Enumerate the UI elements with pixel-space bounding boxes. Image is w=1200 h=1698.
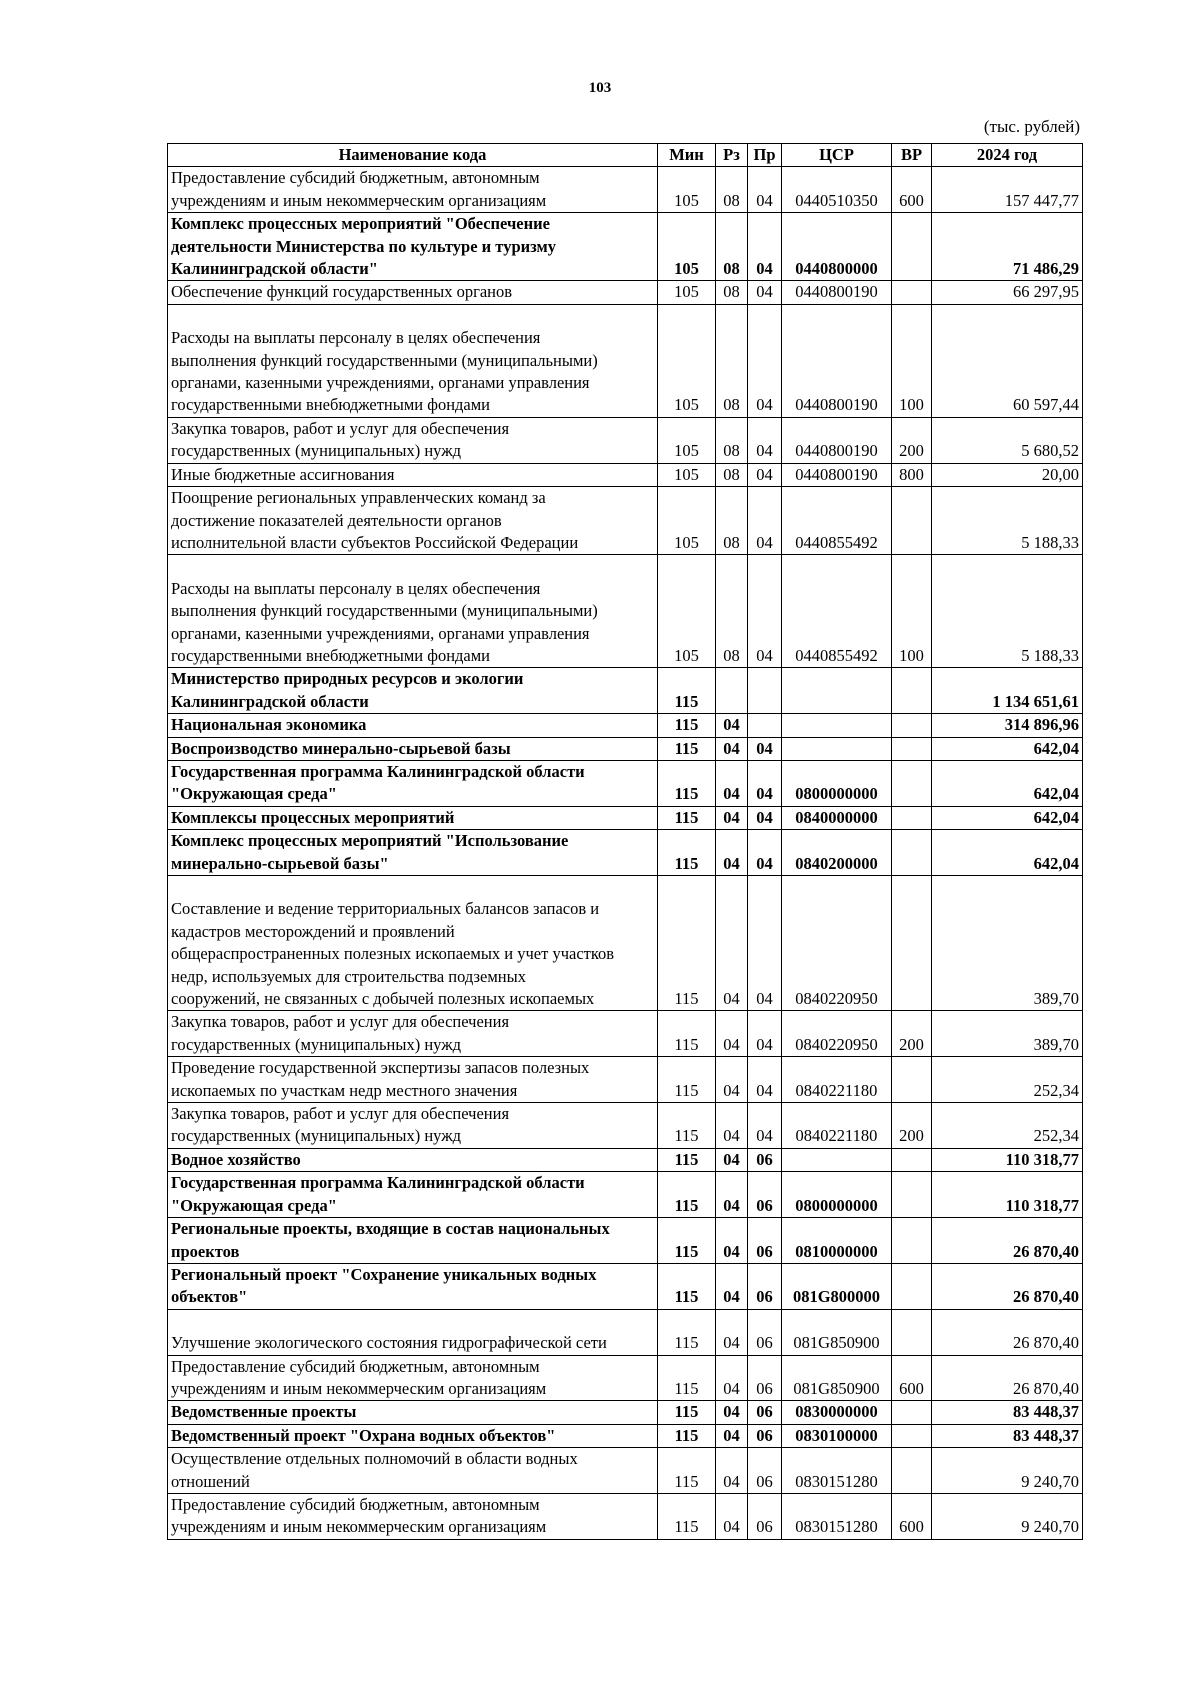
row-csr: 0840220950: [782, 1011, 892, 1057]
row-vr: [892, 281, 932, 304]
row-amount: 66 297,95: [932, 281, 1083, 304]
row-name: Улучшение экологического состояния гидрографической сети: [168, 1309, 658, 1355]
row-amount: 389,70: [932, 1011, 1083, 1057]
row-amount: 110 318,77: [932, 1172, 1083, 1218]
row-rz: 04: [716, 1448, 748, 1494]
row-pr: 06: [748, 1355, 782, 1401]
row-min: 115: [658, 1172, 716, 1218]
row-min: 115: [658, 668, 716, 714]
row-vr: 100: [892, 555, 932, 668]
row-vr: [892, 876, 932, 1011]
row-min: 105: [658, 281, 716, 304]
row-vr: [892, 737, 932, 760]
row-min: 115: [658, 760, 716, 806]
table-row: [168, 1355, 1083, 1401]
row-amount: 26 870,40: [932, 1263, 1083, 1309]
row-vr: 100: [892, 304, 932, 417]
row-vr: 600: [892, 167, 932, 213]
row-min: 105: [658, 487, 716, 555]
row-pr: 04: [748, 876, 782, 1011]
table-row: [168, 167, 1083, 213]
row-amount: 389,70: [932, 876, 1083, 1011]
row-rz: 04: [716, 1263, 748, 1309]
row-min: 115: [658, 1309, 716, 1355]
row-pr: 06: [748, 1263, 782, 1309]
row-amount: 1 134 651,61: [932, 668, 1083, 714]
table-row: [168, 714, 1083, 737]
row-amount: 642,04: [932, 760, 1083, 806]
row-vr: 200: [892, 417, 932, 463]
row-rz: 04: [716, 1493, 748, 1539]
row-csr: 0830000000: [782, 1401, 892, 1424]
row-pr: 04: [748, 463, 782, 486]
row-pr: 06: [748, 1218, 782, 1264]
row-rz: [716, 668, 748, 714]
row-rz: 08: [716, 167, 748, 213]
row-vr: 600: [892, 1493, 932, 1539]
budget-table: [167, 143, 1083, 1540]
row-name: Составление и ведение территориальных балансов запасов и кадастров месторождений и проявлений общераспространенных полезных ископаемых и учет участков недр, используемых для строительства подземных сооружений, не связанных с добычей полезных ископаемых: [168, 876, 658, 1011]
row-pr: 06: [748, 1493, 782, 1539]
table-row: [168, 1148, 1083, 1171]
row-rz: 08: [716, 463, 748, 486]
row-csr: 0810000000: [782, 1218, 892, 1264]
row-amount: 9 240,70: [932, 1493, 1083, 1539]
row-rz: 08: [716, 281, 748, 304]
table-row: [168, 1448, 1083, 1494]
row-min: 105: [658, 417, 716, 463]
header-csr: ЦСР: [782, 144, 892, 167]
row-csr: 0440800190: [782, 304, 892, 417]
header-name: Наименование кода: [168, 144, 658, 167]
row-amount: 314 896,96: [932, 714, 1083, 737]
row-rz: 04: [716, 1309, 748, 1355]
row-min: 115: [658, 1148, 716, 1171]
row-vr: [892, 1263, 932, 1309]
table-row: [168, 1493, 1083, 1539]
table-row: [168, 1103, 1083, 1149]
row-csr: [782, 737, 892, 760]
table-row: [168, 737, 1083, 760]
row-pr: 04: [748, 213, 782, 281]
row-name: Предоставление субсидий бюджетным, автономным учреждениям и иным некоммерческим организациям: [168, 1493, 658, 1539]
row-csr: 0440800000: [782, 213, 892, 281]
row-name: Расходы на выплаты персоналу в целях обеспечения выполнения функций государственными (муниципальными) органами, казенными учреждениями, органами управления государственными внебюджетными фондами: [168, 555, 658, 668]
row-min: 115: [658, 806, 716, 829]
row-amount: 157 447,77: [932, 167, 1083, 213]
row-rz: 04: [716, 1172, 748, 1218]
row-pr: 06: [748, 1309, 782, 1355]
row-rz: 08: [716, 487, 748, 555]
row-rz: 08: [716, 213, 748, 281]
row-pr: 04: [748, 1057, 782, 1103]
table-row: [168, 304, 1083, 417]
row-pr: 06: [748, 1172, 782, 1218]
table-row: [168, 876, 1083, 1011]
row-min: 115: [658, 1057, 716, 1103]
row-vr: [892, 806, 932, 829]
page-number: 103: [588, 80, 612, 96]
row-name: Государственная программа Калининградской области "Окружающая среда": [168, 1172, 658, 1218]
row-rz: 04: [716, 714, 748, 737]
table-row: [168, 1057, 1083, 1103]
header-rz: Рз: [716, 144, 748, 167]
row-pr: 06: [748, 1448, 782, 1494]
table-row: [168, 1401, 1083, 1424]
row-name: Воспроизводство минерально-сырьевой базы: [168, 737, 658, 760]
row-pr: 04: [748, 1103, 782, 1149]
row-csr: 0840220950: [782, 876, 892, 1011]
row-csr: 081G800000: [782, 1263, 892, 1309]
row-rz: 04: [716, 830, 748, 876]
table-row: [168, 1172, 1083, 1218]
row-csr: 0830151280: [782, 1493, 892, 1539]
row-name: Министерство природных ресурсов и экологии Калининградской области: [168, 668, 658, 714]
row-pr: 06: [748, 1424, 782, 1447]
row-rz: 04: [716, 1011, 748, 1057]
row-pr: 04: [748, 304, 782, 417]
row-vr: [892, 487, 932, 555]
row-rz: 04: [716, 1355, 748, 1401]
row-csr: 0830100000: [782, 1424, 892, 1447]
row-amount: 60 597,44: [932, 304, 1083, 417]
row-name: Расходы на выплаты персоналу в целях обеспечения выполнения функций государственными (муниципальными) органами, казенными учреждениями, органами управления государственными внебюджетными фондами: [168, 304, 658, 417]
row-min: 115: [658, 1401, 716, 1424]
row-rz: 04: [716, 1103, 748, 1149]
row-rz: 08: [716, 304, 748, 417]
row-rz: 04: [716, 806, 748, 829]
row-vr: [892, 1057, 932, 1103]
row-rz: 08: [716, 555, 748, 668]
row-min: 115: [658, 1263, 716, 1309]
row-vr: 200: [892, 1103, 932, 1149]
row-csr: [782, 714, 892, 737]
row-rz: 04: [716, 1218, 748, 1264]
row-amount: 5 188,33: [932, 555, 1083, 668]
row-pr: 04: [748, 555, 782, 668]
row-csr: 0840000000: [782, 806, 892, 829]
row-csr: 0800000000: [782, 760, 892, 806]
table-row: [168, 555, 1083, 668]
row-pr: 04: [748, 281, 782, 304]
row-amount: 642,04: [932, 806, 1083, 829]
row-pr: 04: [748, 1011, 782, 1057]
row-rz: 04: [716, 1148, 748, 1171]
row-csr: 081G850900: [782, 1309, 892, 1355]
row-rz: 04: [716, 1401, 748, 1424]
row-amount: 5 680,52: [932, 417, 1083, 463]
table-row: [168, 830, 1083, 876]
row-csr: 0840221180: [782, 1103, 892, 1149]
row-pr: 04: [748, 487, 782, 555]
row-pr: 04: [748, 737, 782, 760]
row-name: Водное хозяйство: [168, 1148, 658, 1171]
row-min: 105: [658, 167, 716, 213]
row-name: Ведомственные проекты: [168, 1401, 658, 1424]
header-pr: Пр: [748, 144, 782, 167]
row-pr: 04: [748, 417, 782, 463]
row-amount: 110 318,77: [932, 1148, 1083, 1171]
row-rz: 04: [716, 760, 748, 806]
row-csr: 0440855492: [782, 487, 892, 555]
row-csr: 0440800190: [782, 463, 892, 486]
row-min: 105: [658, 463, 716, 486]
row-amount: 83 448,37: [932, 1424, 1083, 1447]
row-name: Комплекс процессных мероприятий "Обеспечение деятельности Министерства по культуре и туризму Калининградской области": [168, 213, 658, 281]
row-vr: [892, 1172, 932, 1218]
row-min: 115: [658, 1011, 716, 1057]
row-vr: [892, 714, 932, 737]
row-vr: [892, 760, 932, 806]
row-min: 105: [658, 555, 716, 668]
row-pr: 06: [748, 1401, 782, 1424]
row-amount: 642,04: [932, 737, 1083, 760]
table-row: [168, 487, 1083, 555]
row-name: Иные бюджетные ассигнования: [168, 463, 658, 486]
row-csr: 0440800190: [782, 417, 892, 463]
row-csr: 0440800190: [782, 281, 892, 304]
table-row: [168, 281, 1083, 304]
table-row: [168, 1263, 1083, 1309]
row-name: Закупка товаров, работ и услуг для обеспечения государственных (муниципальных) нужд: [168, 417, 658, 463]
header-amount: 2024 год: [932, 144, 1083, 167]
header-min: Мин: [658, 144, 716, 167]
table-row: [168, 1309, 1083, 1355]
row-vr: 200: [892, 1011, 932, 1057]
row-csr: 0830151280: [782, 1448, 892, 1494]
row-name: Предоставление субсидий бюджетным, автономным учреждениям и иным некоммерческим организациям: [168, 167, 658, 213]
table-row: [168, 417, 1083, 463]
row-min: 115: [658, 830, 716, 876]
row-vr: [892, 1309, 932, 1355]
row-amount: 642,04: [932, 830, 1083, 876]
table-row: [168, 1011, 1083, 1057]
row-csr: 0800000000: [782, 1172, 892, 1218]
row-pr: [748, 714, 782, 737]
row-name: Региональные проекты, входящие в состав национальных проектов: [168, 1218, 658, 1264]
row-vr: [892, 668, 932, 714]
row-pr: [748, 668, 782, 714]
row-name: Государственная программа Калининградской области "Окружающая среда": [168, 760, 658, 806]
row-rz: 08: [716, 417, 748, 463]
table-row: [168, 463, 1083, 486]
row-amount: 26 870,40: [932, 1355, 1083, 1401]
table-row: [168, 213, 1083, 281]
row-name: Закупка товаров, работ и услуг для обеспечения государственных (муниципальных) нужд: [168, 1103, 658, 1149]
row-amount: 83 448,37: [932, 1401, 1083, 1424]
row-min: 115: [658, 1355, 716, 1401]
table-row: [168, 1424, 1083, 1447]
row-amount: 26 870,40: [932, 1218, 1083, 1264]
row-pr: 04: [748, 830, 782, 876]
row-csr: [782, 1148, 892, 1171]
table-row: [168, 760, 1083, 806]
row-csr: 0440855492: [782, 555, 892, 668]
row-vr: 600: [892, 1355, 932, 1401]
row-name: Региональный проект "Сохранение уникальных водных объектов": [168, 1263, 658, 1309]
row-min: 115: [658, 1103, 716, 1149]
row-name: Комплекс процессных мероприятий "Использование минерально-сырьевой базы": [168, 830, 658, 876]
row-vr: [892, 1148, 932, 1171]
row-pr: 06: [748, 1148, 782, 1171]
row-csr: 081G850900: [782, 1355, 892, 1401]
row-name: Предоставление субсидий бюджетным, автономным учреждениям и иным некоммерческим организациям: [168, 1355, 658, 1401]
row-csr: [782, 668, 892, 714]
row-rz: 04: [716, 737, 748, 760]
row-pr: 04: [748, 760, 782, 806]
row-name: Проведение государственной экспертизы запасов полезных ископаемых по участкам недр местного значения: [168, 1057, 658, 1103]
row-vr: [892, 1218, 932, 1264]
row-min: 115: [658, 876, 716, 1011]
row-amount: 252,34: [932, 1103, 1083, 1149]
row-rz: 04: [716, 876, 748, 1011]
table-body: [168, 167, 1083, 1539]
row-amount: 9 240,70: [932, 1448, 1083, 1494]
row-vr: 800: [892, 463, 932, 486]
row-name: Национальная экономика: [168, 714, 658, 737]
row-amount: 20,00: [932, 463, 1083, 486]
row-min: 115: [658, 1218, 716, 1264]
row-name: Закупка товаров, работ и услуг для обеспечения государственных (муниципальных) нужд: [168, 1011, 658, 1057]
row-min: 105: [658, 213, 716, 281]
row-vr: [892, 213, 932, 281]
row-min: 115: [658, 1424, 716, 1447]
row-name: Ведомственный проект "Охрана водных объектов": [168, 1424, 658, 1447]
row-csr: 0440510350: [782, 167, 892, 213]
row-name: Обеспечение функций государственных органов: [168, 281, 658, 304]
header-vr: ВР: [892, 144, 932, 167]
row-csr: 0840200000: [782, 830, 892, 876]
row-name: Поощрение региональных управленческих команд за достижение показателей деятельности органов исполнительной власти субъектов Российской Федерации: [168, 487, 658, 555]
row-min: 115: [658, 737, 716, 760]
row-amount: 26 870,40: [932, 1309, 1083, 1355]
row-name: Комплексы процессных мероприятий: [168, 806, 658, 829]
row-min: 115: [658, 1448, 716, 1494]
row-min: 115: [658, 714, 716, 737]
row-amount: 252,34: [932, 1057, 1083, 1103]
row-rz: 04: [716, 1057, 748, 1103]
row-csr: 0840221180: [782, 1057, 892, 1103]
row-rz: 04: [716, 1424, 748, 1447]
table-row: [168, 668, 1083, 714]
row-vr: [892, 1448, 932, 1494]
row-min: 115: [658, 1493, 716, 1539]
table-row: [168, 1218, 1083, 1264]
units-label: (тыс. рублей): [983, 117, 1080, 136]
row-amount: 5 188,33: [932, 487, 1083, 555]
row-pr: 04: [748, 806, 782, 829]
row-vr: [892, 1401, 932, 1424]
row-vr: [892, 1424, 932, 1447]
table-header-row: [168, 144, 1083, 167]
row-pr: 04: [748, 167, 782, 213]
row-vr: [892, 830, 932, 876]
table-row: [168, 806, 1083, 829]
row-amount: 71 486,29: [932, 213, 1083, 281]
row-min: 105: [658, 304, 716, 417]
row-name: Осуществление отдельных полномочий в области водных отношений: [168, 1448, 658, 1494]
